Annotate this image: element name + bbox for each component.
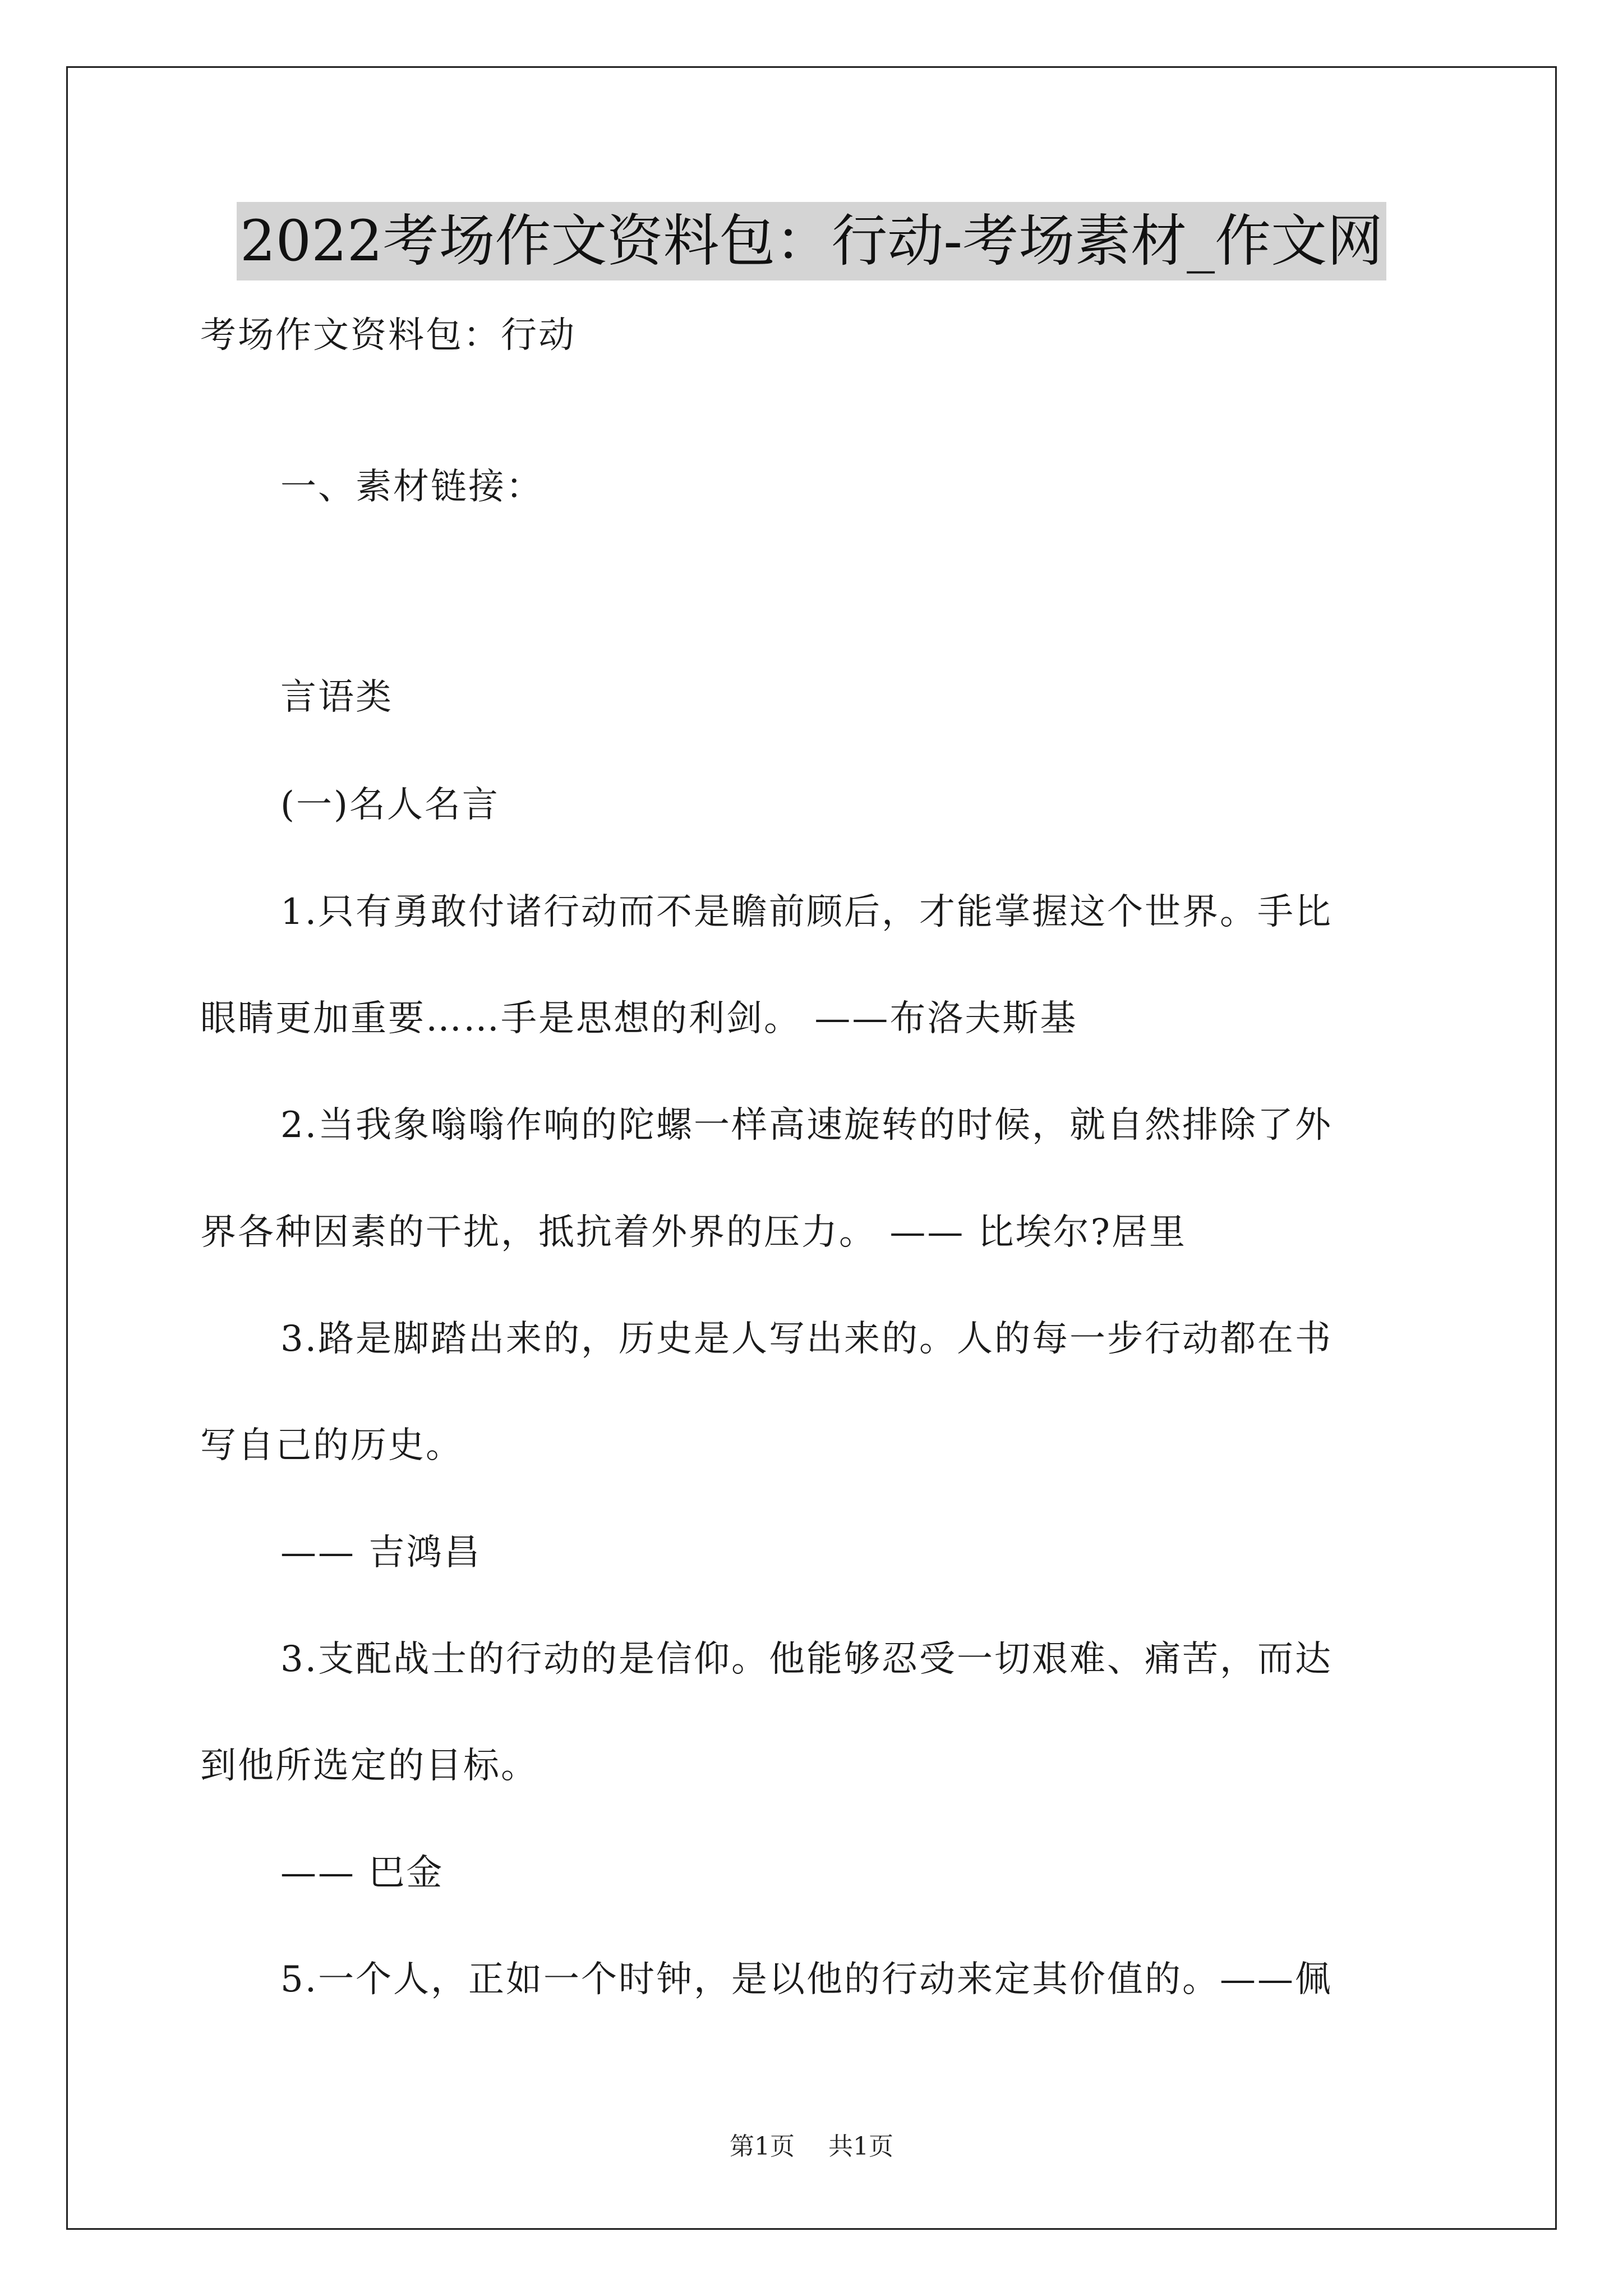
page-footer [0, 2126, 1623, 2162]
document-title: 2022考场作文资料包：行动-考场素材_作文网 [237, 202, 1386, 280]
section-heading: 一、素材链接： [280, 466, 543, 508]
title-container [0, 202, 1623, 280]
subtitle: 考场作文资料包：行动 [200, 315, 576, 356]
quote-4-line-2: 到他所选定的目标。 [200, 1745, 538, 1787]
quote-3-line-2: 写自己的历史。 [200, 1425, 463, 1466]
quote-4-attribution: —— 巴金 [280, 1852, 444, 1894]
quote-2-line-1: 2.当我象嗡嗡作响的陀螺一样高速旋转的时候，就自然排除了外 [280, 1105, 1333, 1146]
quote-3-attribution: —— 吉鸿昌 [280, 1532, 482, 1573]
quote-2-line-2: 界各种因素的干扰，抵抗着外界的压力。 —— 比埃尔?居里 [200, 1212, 1187, 1253]
subcategory-label: (一)名人名言 [280, 784, 500, 826]
category-label: 言语类 [280, 677, 393, 718]
total-pages: 共1页 [828, 2132, 893, 2161]
quote-1-line-2: 眼睛更加重要……手是思想的利剑。 ——布洛夫斯基 [200, 998, 1078, 1039]
quote-3-line-1: 3.路是脚踏出来的，历史是人写出来的。人的每一步行动都在书 [280, 1318, 1333, 1360]
page-border [66, 66, 1557, 2230]
quote-1-line-1: 1.只有勇敢付诸行动而不是瞻前顾后，才能掌握这个世界。手比 [280, 891, 1333, 933]
quote-4-line-1: 3.支配战士的行动的是信仰。他能够忍受一切艰难、痛苦，而达 [280, 1639, 1333, 1680]
page-number: 第1页 [730, 2132, 795, 2161]
quote-5-line-1: 5.一个人，正如一个时钟，是以他的行动来定其价值的。——佩 [280, 1959, 1333, 2000]
